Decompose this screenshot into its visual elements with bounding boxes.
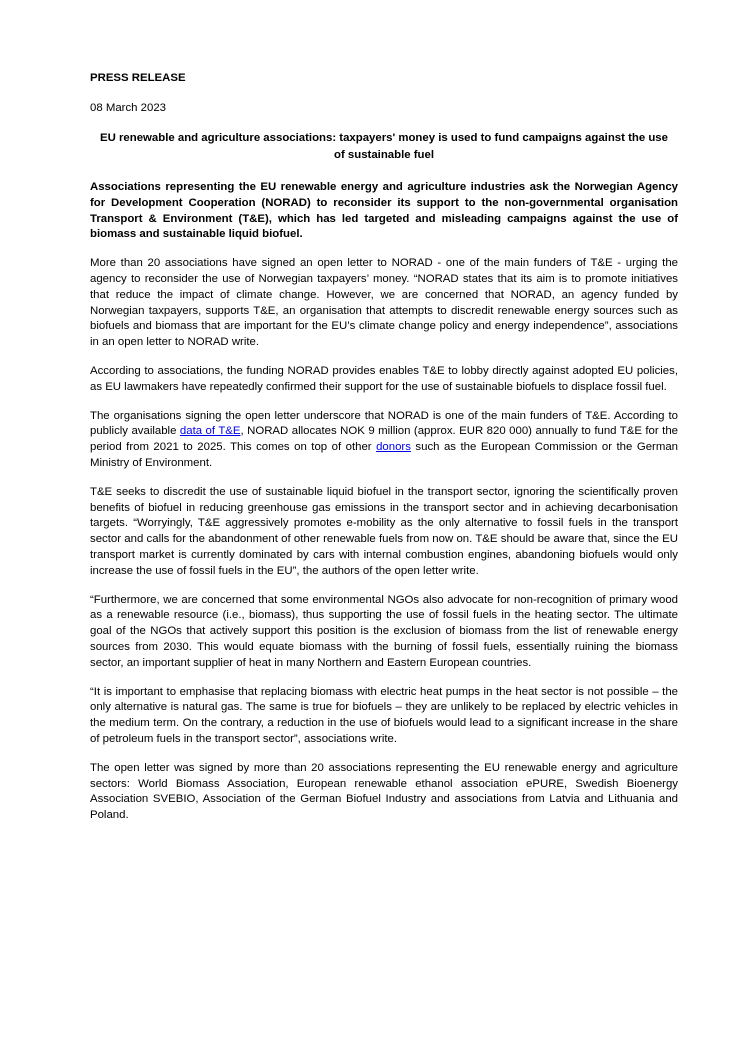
press-release-label: PRESS RELEASE — [90, 72, 186, 84]
paragraph-1: More than 20 associations have signed an open letter to NORAD - one of the main funders of T&E - urging the agency to reconsider the use of Norwegian taxpayers’ money. “NORAD states that its aim is to promote initiatives that reduce the impact of climate change. However, we are concerned that NORAD, an agency funded by Norwegian taxpayers, supports T&E, an organisation that attempts to discredit renewable energy sources such as biofuels and biomass that are important for the EU’s climate change policy and energy independence”, associations in an open letter to NORAD write. — [90, 257, 678, 349]
document-title: EU renewable and agriculture associations: taxpayers' money is used to fund campaigns against the use of sustainable fuel — [100, 132, 668, 161]
paragraph-3-text-1: The organisations signing the open letter underscore that NORAD is one of the main funders of T&E. According to publicly available — [90, 409, 678, 438]
paragraph-3-text-3: such as the European Commission or the German Ministry of Environment. — [90, 441, 678, 469]
paragraph-7: The open letter was signed by more than 20 associations representing the EU renewable energy and agriculture sectors: World Biomass Association, European renewable ethanol association ePURE, Swedish Bioenergy Association SVEBIO, Association of the German Biofuel Industry and associations from Latvia and Lithuania and Poland. — [90, 761, 678, 822]
paragraph-5: “Furthermore, we are concerned that some environmental NGOs also advocate for non-recognition of primary wood as a renewable resource (i.e., biomass), thus supporting the use of fossil fuels in the heating sector. The ultimate goal of the NGOs that actively support this position is the exclusion of biomass from the list of renewable energy sources from 2030. This would equate biomass with the burning of fossil fuels, essentially ruining the biomass sector, an important supplier of heat in many Northern and Eastern European countries. — [90, 593, 678, 669]
paragraph-6: “It is important to emphasise that replacing biomass with electric heat pumps in the heat sector is not possible – the only alternative is natural gas. The same is true for biofuels – they are unlikely to be replaced by electric vehicles in the medium term. On the contrary, a reduction in the use of biofuels would lead to a significant increase in the share of petroleum fuels in the transport sector”, associations write. — [90, 685, 678, 745]
release-date: 08 March 2023 — [90, 102, 166, 114]
donors-link[interactable]: donors — [376, 441, 411, 454]
paragraph-4: T&E seeks to discredit the use of sustainable liquid biofuel in the transport sector, ignoring the scientifically proven benefits of biofuel in reducing greenhouse gas emissions in the transport sector and in achieving decarbonisation targets. “Worryingly, T&E aggressively promotes e-mobility as the only alternative to fossil fuels in the transport sector and calls for the abandonment of other renewable fuels from now on. T&E should be aware that, since the EU transport market is currently dominated by cars with internal combustion engines, abandoning biofuels would only increase the use of fossil fuels in the EU”, the authors of the open letter write. — [90, 485, 678, 577]
paragraph-3 — [90, 409, 678, 472]
lead-paragraph: Associations representing the EU renewable energy and agriculture industries ask the Norwegian Agency for Development Cooperation (NORAD) to reconsider its support to the non-governmental organisation Transport & Environment (T&E), which has led targeted and misleading campaigns against the use of biomass and sustainable liquid biofuel. — [90, 181, 678, 241]
paragraph-3-text-2: , NORAD allocates NOK 9 million (approx. EUR 820 000) annually to fund T&E for the period from 2021 to 2025. This comes on top of other — [90, 425, 678, 454]
paragraph-2: According to associations, the funding NORAD provides enables T&E to lobby directly against adopted EU policies, as EU lawmakers have repeatedly confirmed their support for the use of sustainable biofuels to displace fossil fuel. — [90, 364, 678, 393]
data-of-te-link[interactable]: data of T&E — [179, 425, 241, 438]
